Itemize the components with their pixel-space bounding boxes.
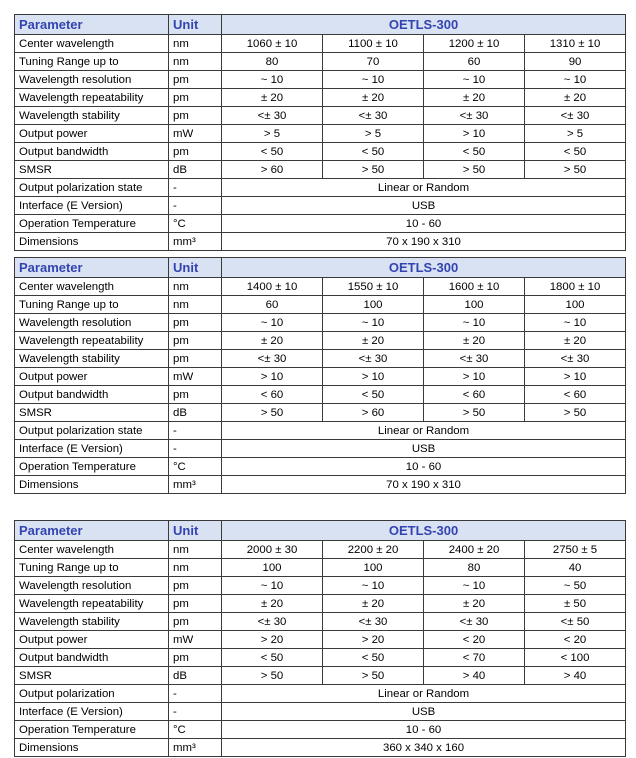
parameter-cell: SMSR	[15, 404, 169, 422]
value-cell: <± 30	[424, 350, 525, 368]
parameter-cell: Wavelength repeatability	[15, 332, 169, 350]
parameter-cell: Output power	[15, 631, 169, 649]
merged-value-cell: 360 x 340 x 160	[222, 739, 626, 757]
parameter-cell: Output bandwidth	[15, 143, 169, 161]
value-cell: <± 50	[525, 613, 626, 631]
value-cell: > 40	[424, 667, 525, 685]
parameter-cell: Interface (E Version)	[15, 440, 169, 458]
value-cell: <± 30	[222, 613, 323, 631]
unit-cell: pm	[169, 332, 222, 350]
unit-cell: mm³	[169, 233, 222, 251]
parameter-cell: Interface (E Version)	[15, 703, 169, 721]
spec-table-3	[14, 520, 626, 757]
value-cell: 1400 ± 10	[222, 278, 323, 296]
value-cell: > 10	[525, 368, 626, 386]
value-cell: 100	[525, 296, 626, 314]
table-row	[15, 215, 626, 233]
table-row	[15, 143, 626, 161]
value-cell: 80	[222, 53, 323, 71]
table-row	[15, 631, 626, 649]
table-row	[15, 233, 626, 251]
value-cell: <± 30	[424, 613, 525, 631]
value-cell: ± 20	[525, 89, 626, 107]
header-product: OETLS-300	[222, 258, 626, 278]
value-cell: 80	[424, 559, 525, 577]
value-cell: 2750 ± 5	[525, 541, 626, 559]
table-row	[15, 179, 626, 197]
value-cell: ± 20	[222, 595, 323, 613]
value-cell: <± 30	[323, 350, 424, 368]
value-cell: > 50	[323, 161, 424, 179]
unit-cell: °C	[169, 721, 222, 739]
value-cell: 70	[323, 53, 424, 71]
parameter-cell: Wavelength stability	[15, 107, 169, 125]
table-row	[15, 577, 626, 595]
merged-value-cell: Linear or Random	[222, 685, 626, 703]
value-cell: <± 30	[525, 350, 626, 368]
spec-table-2	[14, 257, 626, 494]
spec-table-1	[14, 14, 626, 251]
value-cell: 100	[323, 559, 424, 577]
table-row	[15, 739, 626, 757]
unit-cell: mW	[169, 125, 222, 143]
value-cell: > 5	[222, 125, 323, 143]
value-cell: 1600 ± 10	[424, 278, 525, 296]
merged-value-cell: 10 - 60	[222, 458, 626, 476]
parameter-cell: Wavelength repeatability	[15, 89, 169, 107]
value-cell: ~ 10	[222, 314, 323, 332]
parameter-cell: Operation Temperature	[15, 721, 169, 739]
table-row	[15, 350, 626, 368]
header-parameter: Parameter	[15, 521, 169, 541]
parameter-cell: Center wavelength	[15, 541, 169, 559]
table-header-row	[15, 258, 626, 278]
table-row	[15, 541, 626, 559]
value-cell: ± 20	[222, 89, 323, 107]
parameter-cell: Center wavelength	[15, 278, 169, 296]
value-cell: <± 30	[222, 107, 323, 125]
parameter-cell: Wavelength stability	[15, 613, 169, 631]
value-cell: ~ 10	[323, 71, 424, 89]
unit-cell: pm	[169, 613, 222, 631]
header-unit: Unit	[169, 15, 222, 35]
value-cell: > 50	[323, 667, 424, 685]
parameter-cell: Tuning Range up to	[15, 559, 169, 577]
unit-cell: pm	[169, 107, 222, 125]
unit-cell: -	[169, 440, 222, 458]
parameter-cell: Dimensions	[15, 233, 169, 251]
header-parameter: Parameter	[15, 258, 169, 278]
table-row	[15, 107, 626, 125]
unit-cell: -	[169, 685, 222, 703]
unit-cell: nm	[169, 35, 222, 53]
merged-value-cell: Linear or Random	[222, 179, 626, 197]
unit-cell: pm	[169, 89, 222, 107]
table-row	[15, 458, 626, 476]
table-row	[15, 125, 626, 143]
value-cell: < 100	[525, 649, 626, 667]
unit-cell: -	[169, 703, 222, 721]
value-cell: <± 30	[424, 107, 525, 125]
value-cell: > 10	[424, 368, 525, 386]
value-cell: < 50	[424, 143, 525, 161]
unit-cell: mm³	[169, 739, 222, 757]
unit-cell: mW	[169, 368, 222, 386]
table-row	[15, 278, 626, 296]
value-cell: > 50	[222, 404, 323, 422]
value-cell: ~ 10	[525, 314, 626, 332]
value-cell: > 5	[525, 125, 626, 143]
value-cell: ~ 50	[525, 577, 626, 595]
value-cell: 60	[424, 53, 525, 71]
value-cell: < 20	[424, 631, 525, 649]
table-row	[15, 161, 626, 179]
unit-cell: nm	[169, 559, 222, 577]
table-row	[15, 71, 626, 89]
value-cell: 60	[222, 296, 323, 314]
table-row	[15, 685, 626, 703]
value-cell: ± 20	[323, 89, 424, 107]
unit-cell: nm	[169, 296, 222, 314]
table-row	[15, 595, 626, 613]
unit-cell: pm	[169, 386, 222, 404]
value-cell: ± 20	[323, 332, 424, 350]
value-cell: < 50	[323, 143, 424, 161]
value-cell: < 50	[222, 143, 323, 161]
table-row	[15, 649, 626, 667]
parameter-cell: SMSR	[15, 667, 169, 685]
parameter-cell: Output power	[15, 368, 169, 386]
value-cell: 1800 ± 10	[525, 278, 626, 296]
value-cell: 2200 ± 20	[323, 541, 424, 559]
value-cell: < 50	[323, 649, 424, 667]
value-cell: > 50	[525, 404, 626, 422]
value-cell: > 50	[525, 161, 626, 179]
value-cell: ~ 10	[424, 577, 525, 595]
value-cell: > 60	[323, 404, 424, 422]
unit-cell: mm³	[169, 476, 222, 494]
header-unit: Unit	[169, 258, 222, 278]
value-cell: > 10	[222, 368, 323, 386]
value-cell: > 60	[222, 161, 323, 179]
value-cell: < 70	[424, 649, 525, 667]
value-cell: > 20	[222, 631, 323, 649]
value-cell: 90	[525, 53, 626, 71]
parameter-cell: Operation Temperature	[15, 215, 169, 233]
table-row	[15, 667, 626, 685]
parameter-cell: Wavelength resolution	[15, 71, 169, 89]
value-cell: ± 50	[525, 595, 626, 613]
value-cell: ± 20	[424, 89, 525, 107]
header-parameter: Parameter	[15, 15, 169, 35]
table-row	[15, 53, 626, 71]
value-cell: > 50	[424, 404, 525, 422]
unit-cell: dB	[169, 161, 222, 179]
value-cell: < 50	[323, 386, 424, 404]
value-cell: ± 20	[424, 332, 525, 350]
unit-cell: -	[169, 179, 222, 197]
value-cell: 1550 ± 10	[323, 278, 424, 296]
unit-cell: °C	[169, 215, 222, 233]
value-cell: 40	[525, 559, 626, 577]
table-row	[15, 440, 626, 458]
table-row	[15, 89, 626, 107]
value-cell: < 60	[525, 386, 626, 404]
unit-cell: dB	[169, 404, 222, 422]
value-cell: 2000 ± 30	[222, 541, 323, 559]
value-cell: 1100 ± 10	[323, 35, 424, 53]
value-cell: ~ 10	[222, 71, 323, 89]
parameter-cell: Output bandwidth	[15, 649, 169, 667]
unit-cell: pm	[169, 71, 222, 89]
unit-cell: pm	[169, 649, 222, 667]
value-cell: <± 30	[525, 107, 626, 125]
parameter-cell: Operation Temperature	[15, 458, 169, 476]
unit-cell: pm	[169, 143, 222, 161]
table-row	[15, 404, 626, 422]
table-row	[15, 721, 626, 739]
value-cell: ~ 10	[222, 577, 323, 595]
parameter-cell: Dimensions	[15, 739, 169, 757]
unit-cell: °C	[169, 458, 222, 476]
value-cell: > 40	[525, 667, 626, 685]
unit-cell: pm	[169, 314, 222, 332]
value-cell: > 50	[424, 161, 525, 179]
table-row	[15, 314, 626, 332]
merged-value-cell: USB	[222, 703, 626, 721]
table-row	[15, 296, 626, 314]
parameter-cell: Center wavelength	[15, 35, 169, 53]
value-cell: ~ 10	[424, 314, 525, 332]
value-cell: < 50	[525, 143, 626, 161]
merged-value-cell: 10 - 60	[222, 721, 626, 739]
header-unit: Unit	[169, 521, 222, 541]
value-cell: < 20	[525, 631, 626, 649]
value-cell: > 20	[323, 631, 424, 649]
value-cell: ~ 10	[525, 71, 626, 89]
parameter-cell: Output polarization state	[15, 422, 169, 440]
table-header-row	[15, 15, 626, 35]
table-row	[15, 332, 626, 350]
unit-cell: -	[169, 197, 222, 215]
unit-cell: dB	[169, 667, 222, 685]
table-row	[15, 613, 626, 631]
table-header-row	[15, 521, 626, 541]
parameter-cell: Tuning Range up to	[15, 296, 169, 314]
table-row	[15, 476, 626, 494]
parameter-cell: SMSR	[15, 161, 169, 179]
unit-cell: pm	[169, 577, 222, 595]
unit-cell: pm	[169, 595, 222, 613]
parameter-cell: Wavelength repeatability	[15, 595, 169, 613]
table-row	[15, 422, 626, 440]
parameter-cell: Dimensions	[15, 476, 169, 494]
value-cell: ± 20	[525, 332, 626, 350]
header-product: OETLS-300	[222, 521, 626, 541]
parameter-cell: Output power	[15, 125, 169, 143]
value-cell: > 10	[323, 368, 424, 386]
merged-value-cell: Linear or Random	[222, 422, 626, 440]
merged-value-cell: USB	[222, 197, 626, 215]
value-cell: ~ 10	[424, 71, 525, 89]
parameter-cell: Interface (E Version)	[15, 197, 169, 215]
parameter-cell: Wavelength stability	[15, 350, 169, 368]
value-cell: 1200 ± 10	[424, 35, 525, 53]
table-row	[15, 197, 626, 215]
merged-value-cell: 70 x 190 x 310	[222, 476, 626, 494]
unit-cell: nm	[169, 278, 222, 296]
parameter-cell: Wavelength resolution	[15, 577, 169, 595]
parameter-cell: Output polarization	[15, 685, 169, 703]
merged-value-cell: USB	[222, 440, 626, 458]
merged-value-cell: 70 x 190 x 310	[222, 233, 626, 251]
unit-cell: nm	[169, 53, 222, 71]
value-cell: ~ 10	[323, 314, 424, 332]
table-row	[15, 35, 626, 53]
value-cell: 100	[222, 559, 323, 577]
value-cell: < 60	[222, 386, 323, 404]
value-cell: 100	[424, 296, 525, 314]
parameter-cell: Output polarization state	[15, 179, 169, 197]
parameter-cell: Wavelength resolution	[15, 314, 169, 332]
value-cell: ± 20	[222, 332, 323, 350]
table-row	[15, 368, 626, 386]
value-cell: ~ 10	[323, 577, 424, 595]
unit-cell: pm	[169, 350, 222, 368]
unit-cell: nm	[169, 541, 222, 559]
value-cell: <± 30	[323, 613, 424, 631]
parameter-cell: Tuning Range up to	[15, 53, 169, 71]
value-cell: < 50	[222, 649, 323, 667]
header-product: OETLS-300	[222, 15, 626, 35]
value-cell: <± 30	[323, 107, 424, 125]
value-cell: ± 20	[424, 595, 525, 613]
value-cell: > 10	[424, 125, 525, 143]
value-cell: 100	[323, 296, 424, 314]
unit-cell: mW	[169, 631, 222, 649]
value-cell: <± 30	[222, 350, 323, 368]
value-cell: > 5	[323, 125, 424, 143]
value-cell: 1060 ± 10	[222, 35, 323, 53]
value-cell: > 50	[222, 667, 323, 685]
value-cell: 1310 ± 10	[525, 35, 626, 53]
value-cell: < 60	[424, 386, 525, 404]
table-row	[15, 703, 626, 721]
table-row	[15, 386, 626, 404]
value-cell: 2400 ± 20	[424, 541, 525, 559]
value-cell: ± 20	[323, 595, 424, 613]
table-row	[15, 559, 626, 577]
parameter-cell: Output bandwidth	[15, 386, 169, 404]
unit-cell: -	[169, 422, 222, 440]
merged-value-cell: 10 - 60	[222, 215, 626, 233]
